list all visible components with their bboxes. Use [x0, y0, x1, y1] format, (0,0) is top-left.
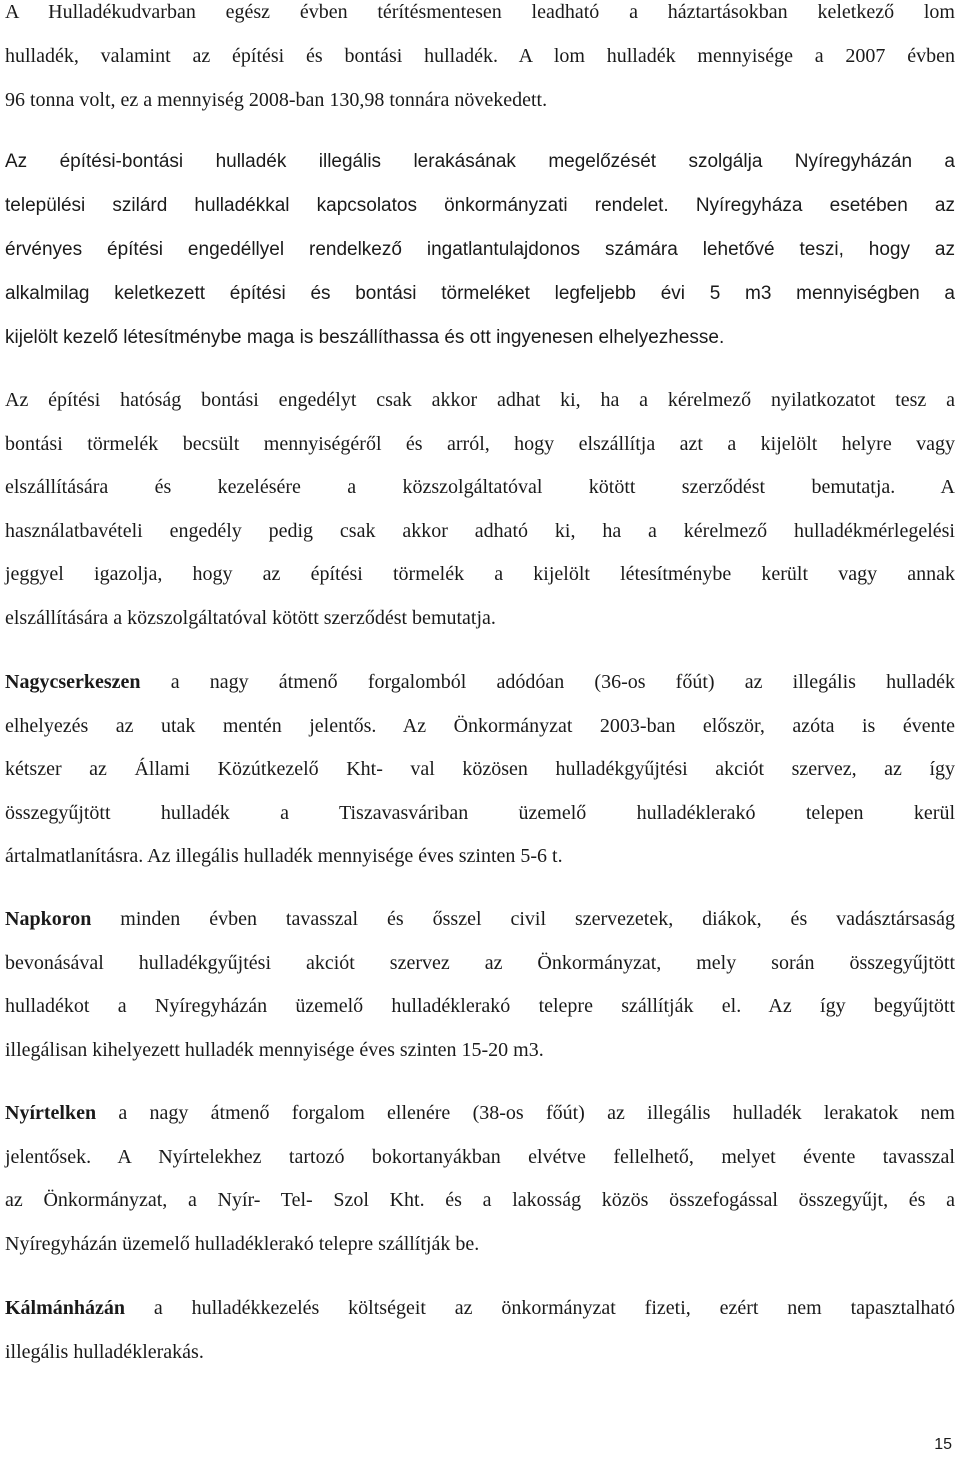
paragraph-nyirtelek: [5, 1097, 955, 1271]
paragraph-rendelet: [5, 146, 955, 366]
place-name: Nagycserkeszen: [5, 671, 141, 693]
text-line: 96 tonna volt, ez a mennyiség 2008-ban 130,98 tonnára növekedett.: [5, 89, 548, 111]
text-line: illegálisan kihelyezett hulladék mennyisége éves szinten 15-20 m3.: [5, 1038, 544, 1061]
text-line: elhelyezés az utak mentén jelentős. Az Önkormányzat 2003-ban először, azóta is évente: [5, 714, 955, 737]
text-line: [5, 1292, 955, 1336]
text-line: alkalmilag keletkezett építési és bontási törmeléket legfeljebb évi 5 m3 mennyiségben a: [5, 283, 955, 304]
text-line: [5, 666, 955, 710]
place-name: Kálmánházán: [5, 1297, 126, 1319]
paragraph-nagycserkesz: [5, 666, 955, 884]
text-line: bevonásával hulladékgyűjtési akciót szervez az Önkormányzat, mely során összegyűjtött: [5, 951, 955, 974]
text-line: A Hulladékudvarban egész évben térítésmentesen leadható a háztartásokban keletkező lom: [5, 1, 955, 23]
paragraph-epitesi-hatosag: [5, 384, 955, 645]
text-line: Nyíregyházán üzemelő hulladéklerakó telepre szállítják be.: [5, 1232, 480, 1255]
paragraph-napkor: [5, 903, 955, 1077]
place-name: Nyírtelken: [5, 1102, 97, 1124]
text-line: kétszer az Állami Közútkezelő Kht- val közösen hulladékgyűjtési akciót szervez, az így: [5, 758, 955, 780]
text-line: Az építési hatóság bontási engedélyt csak akkor adhat ki, ha a kérelmező nyilatkozatot tesz a: [5, 389, 955, 411]
text-line: illegális hulladéklerakás.: [5, 1340, 204, 1363]
text-line: az Önkormányzat, a Nyír- Tel- Szol Kht. és a lakosság közös összefogással összegyűjt, és a: [5, 1189, 955, 1211]
page-number: 15: [934, 1436, 952, 1453]
text-span: a hulladékkezelés költségeit az önkormányzat fizeti, ezért nem tapasztalható: [125, 1297, 955, 1319]
text-span: a nagy átmenő forgalomból adódóan (36-os főút) az illegális hulladék: [140, 671, 955, 693]
text-line: hulladék, valamint az építési és bontási hulladék. A lom hulladék mennyisége a 2007 évben: [5, 45, 955, 67]
text-line: [5, 903, 955, 947]
text-line: jeggyel igazolja, hogy az építési törmelék a kijelölt létesítménybe került vagy annak: [5, 563, 955, 585]
text-line: hulladékot a Nyíregyházán üzemelő hulladéklerakó telepre szállítják el. Az így begyűjtött: [5, 995, 955, 1017]
text-line: érvényes építési engedéllyel rendelkező ingatlantulajdonos számára lehetővé teszi, hogy az: [5, 239, 955, 260]
text-span: a nagy átmenő forgalom ellenére (38-os főút) az illegális hulladék lerakatok nem: [96, 1102, 955, 1124]
paragraph-hulladekudvar: [5, 0, 955, 128]
text-span: minden évben tavasszal és ősszel civil szervezetek, diákok, és vadásztársaság: [91, 908, 955, 930]
text-line: elszállítására a közszolgáltatóval kötött szerződést bemutatja.: [5, 606, 496, 629]
text-line: használatbavételi engedély pedig csak akkor adható ki, ha a kérelmező hulladékmérlegelési: [5, 519, 955, 542]
place-name: Napkoron: [5, 908, 92, 930]
text-line: jelentősek. A Nyírtelekhez tartozó bokortanyákban elvétve fellelhető, melyet évente tavasszal: [5, 1145, 955, 1168]
text-line: [5, 1097, 955, 1141]
text-line: kijelölt kezelő létesítménybe maga is beszállíthassa és ott ingyenesen elhelyezhesse.: [5, 327, 725, 348]
paragraph-kalmanhaza: [5, 1292, 955, 1379]
text-line: elszállítására és kezelésére a közszolgáltatóval kötött szerződést bemutatja. A: [5, 476, 955, 498]
text-line: Az építési-bontási hulladék illegális lerakásának megelőzését szolgálja Nyíregyházán a: [5, 151, 955, 172]
text-line: ártalmatlanításra. Az illegális hulladék mennyisége éves szinten 5-6 t.: [5, 845, 563, 867]
text-line: települési szilárd hulladékkal kapcsolatos önkormányzati rendelet. Nyíregyháza esetében az: [5, 195, 955, 216]
text-line: összegyűjtött hulladék a Tiszavasváriban üzemelő hulladéklerakó telepen kerül: [5, 801, 955, 824]
text-line: bontási törmelék becsült mennyiségéről és arról, hogy elszállítja azt a kijelölt helyre vagy: [5, 432, 955, 455]
